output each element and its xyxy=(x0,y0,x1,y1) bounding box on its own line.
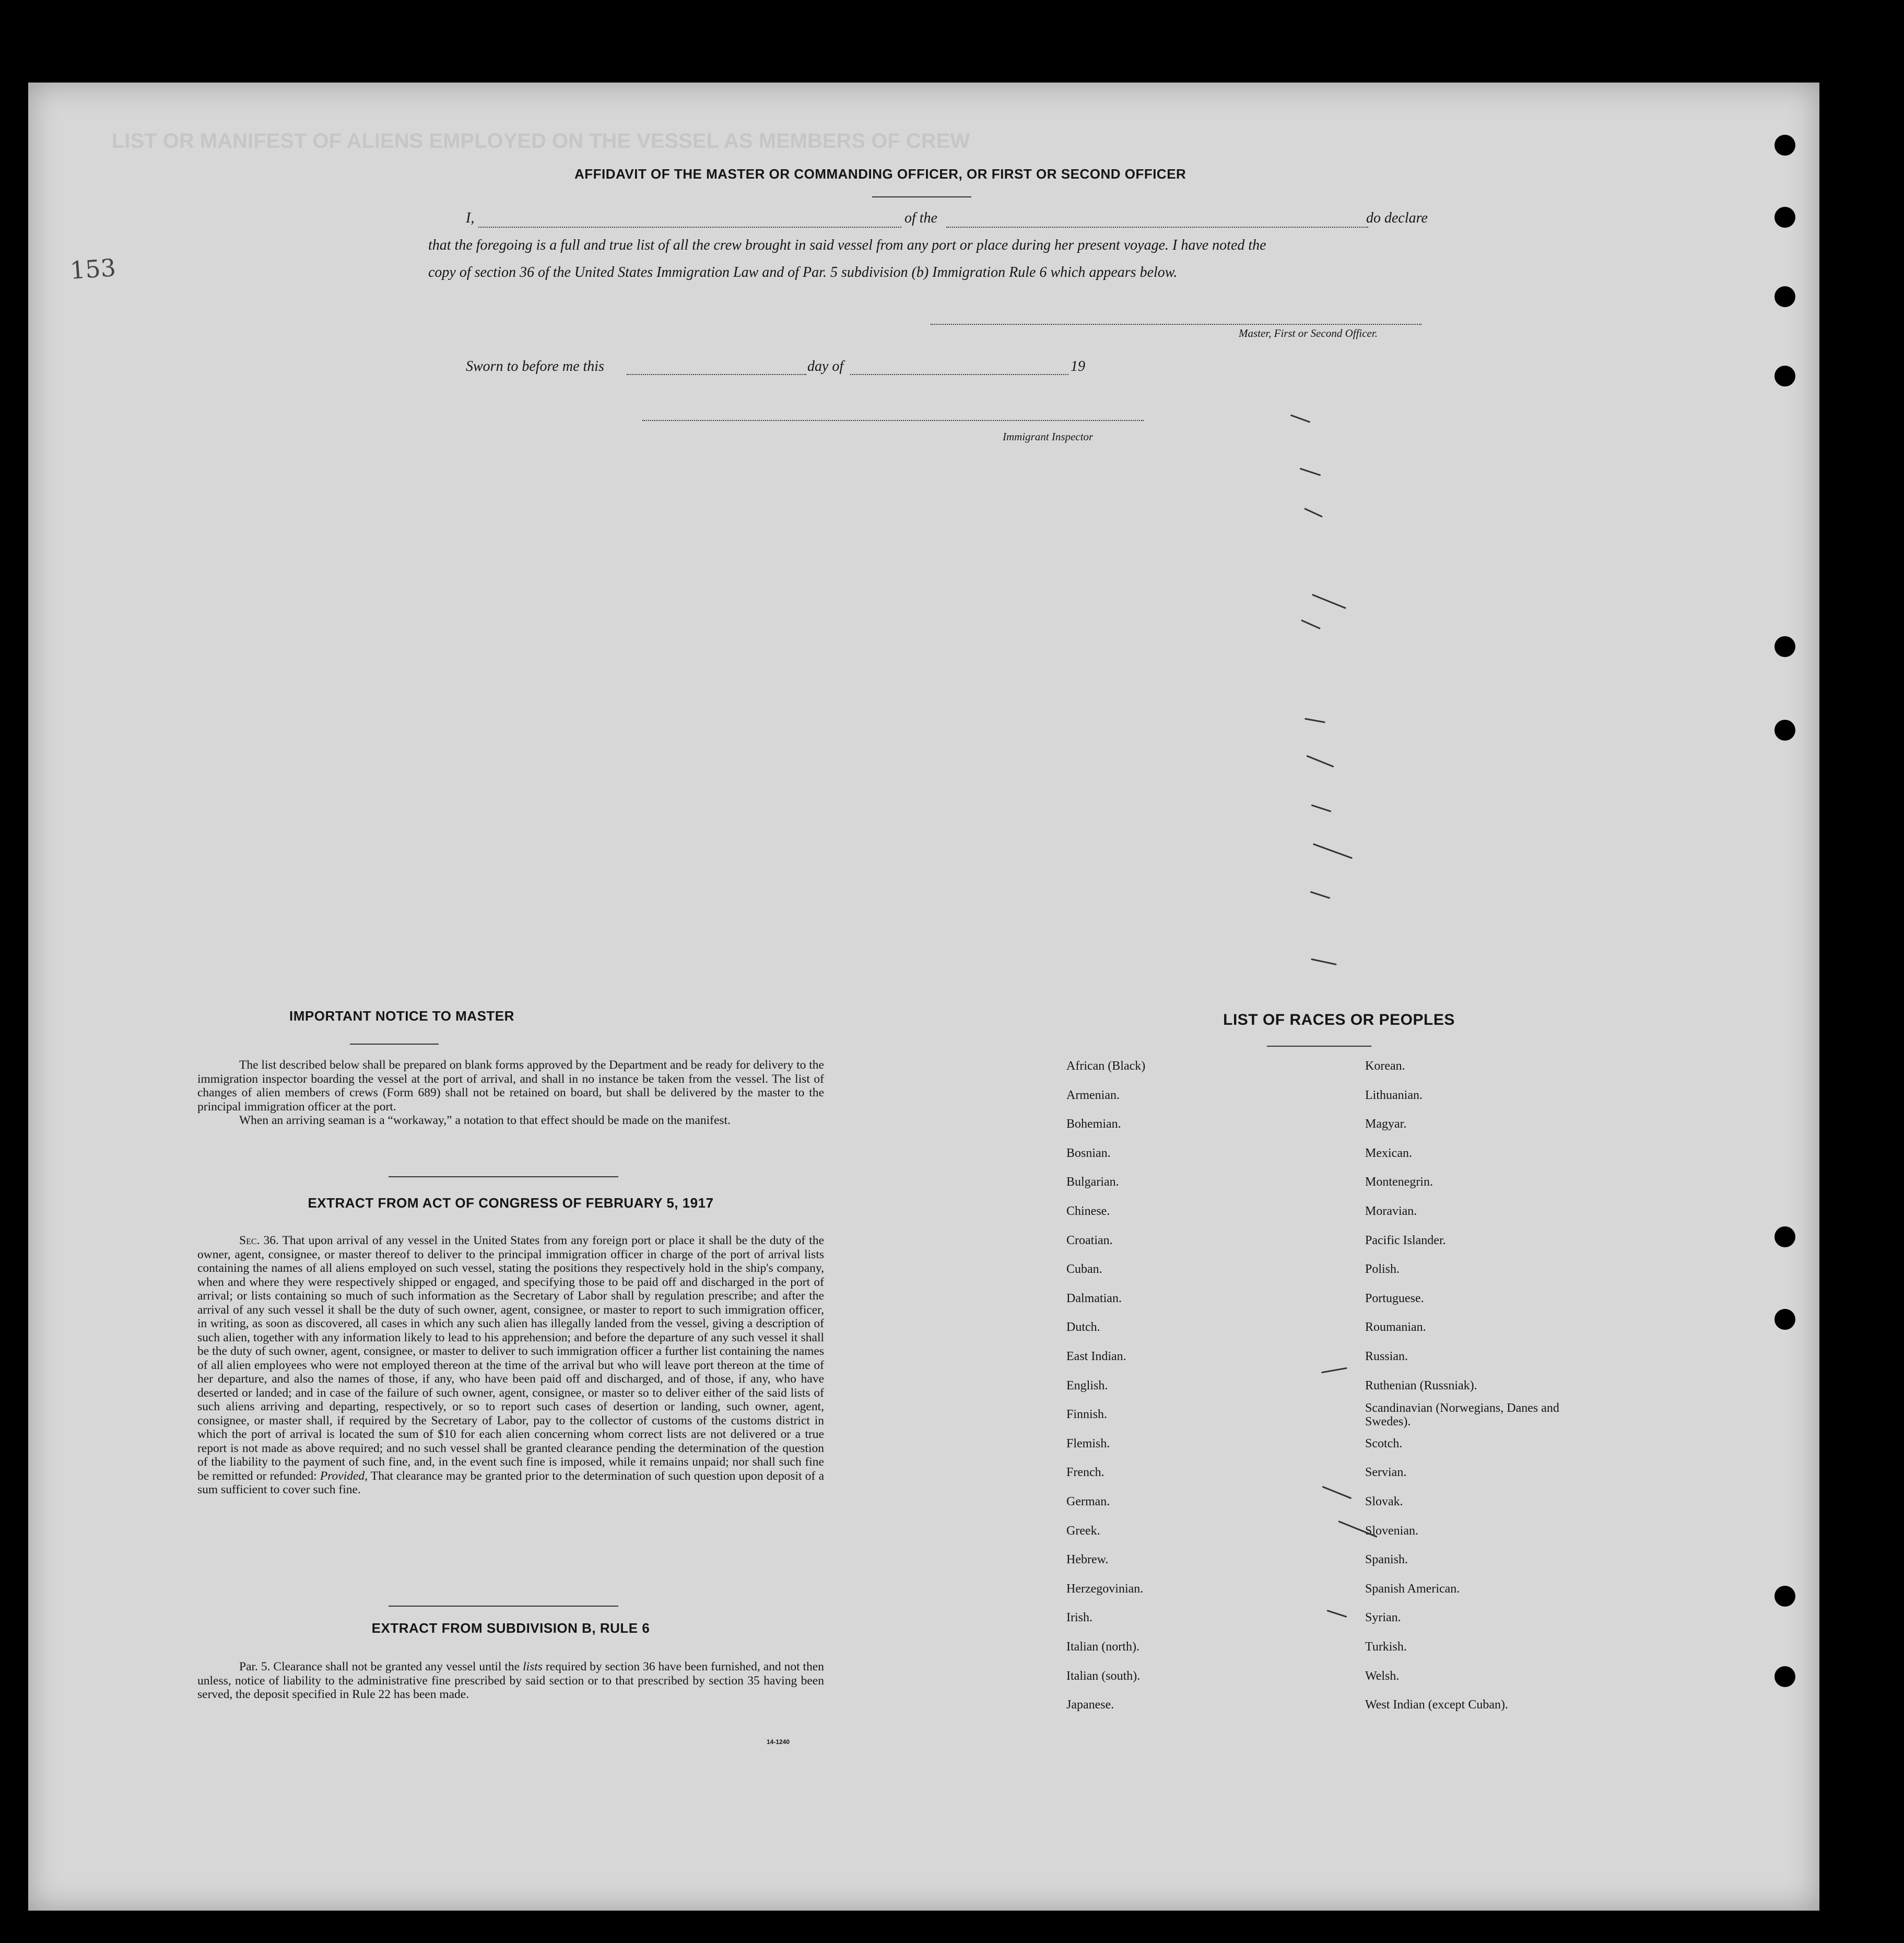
punch-hole xyxy=(1774,636,1795,657)
pencil-mark xyxy=(1304,508,1323,518)
race-item: Herzegovinian. xyxy=(1066,1582,1144,1596)
race-item: Magyar. xyxy=(1365,1117,1407,1131)
punch-hole xyxy=(1774,366,1795,387)
affidavit-line-1: that the foregoing is a full and true list of all the crew brought in said vessel from any port or place during her present voyage. I have noted the xyxy=(428,237,1266,253)
race-item: Flemish. xyxy=(1066,1436,1110,1450)
pencil-mark xyxy=(1321,1367,1347,1374)
punch-hole xyxy=(1774,1586,1795,1607)
bleed-through-text: LIST OR MANIFEST OF ALIENS EMPLOYED ON THE VESSEL AS MEMBERS OF CREW xyxy=(112,130,970,153)
signature-caption: Master, First or Second Officer. xyxy=(1239,327,1378,340)
race-item: Moravian. xyxy=(1365,1204,1417,1218)
race-item: Slovak. xyxy=(1365,1495,1403,1508)
provided-label: Provided, xyxy=(320,1469,368,1483)
punch-hole xyxy=(1774,720,1795,741)
race-item: Slovenian. xyxy=(1365,1524,1418,1538)
sworn-label: Sworn to before me this xyxy=(466,358,604,374)
races-divider xyxy=(1267,1046,1371,1047)
race-item: Greek. xyxy=(1066,1524,1100,1538)
race-item: Russian. xyxy=(1365,1350,1408,1363)
pencil-mark xyxy=(1310,891,1331,899)
race-item: Italian (north). xyxy=(1066,1640,1139,1654)
race-item: Irish. xyxy=(1066,1611,1092,1625)
punch-hole xyxy=(1774,286,1795,307)
race-item: Korean. xyxy=(1365,1059,1405,1073)
affidavit-line-2: copy of section 36 of the United States Immigration Law and of Par. 5 subdivision (b) Immigration Rule 6 which appears below. xyxy=(428,264,1178,280)
punch-hole xyxy=(1774,1666,1795,1687)
race-item: Scotch. xyxy=(1365,1436,1403,1450)
rule-extract-body xyxy=(197,1660,824,1702)
pencil-mark xyxy=(1327,1610,1347,1618)
name-field[interactable] xyxy=(478,227,901,228)
race-item: Syrian. xyxy=(1365,1611,1401,1625)
race-item: Cuban. xyxy=(1066,1262,1102,1277)
race-item: Japanese. xyxy=(1066,1698,1114,1712)
race-item: Ruthenian (Russniak). xyxy=(1365,1378,1477,1392)
form-page xyxy=(28,83,1819,1911)
race-item: East Indian. xyxy=(1066,1350,1126,1363)
affidavit-do-declare: do declare xyxy=(1366,210,1428,226)
race-item: Dutch. xyxy=(1066,1320,1100,1335)
form-number: 14-1240 xyxy=(767,1738,790,1746)
race-item: Armenian. xyxy=(1066,1088,1120,1102)
pencil-mark xyxy=(1290,414,1311,423)
day-of-label: day of xyxy=(807,358,844,374)
margin-handwriting: 153 xyxy=(69,253,117,285)
race-item: Croatian. xyxy=(1066,1233,1113,1247)
race-item: Mexican. xyxy=(1365,1146,1412,1160)
act-extract-title: EXTRACT FROM ACT OF CONGRESS OF FEBRUARY 5, 1917 xyxy=(308,1195,714,1211)
race-item: Chinese. xyxy=(1066,1204,1110,1218)
sworn-day-field[interactable] xyxy=(627,374,806,375)
notice-title: IMPORTANT NOTICE TO MASTER xyxy=(289,1008,514,1024)
rule-extract-text-b: required by section 36 have been furnished, and not then unless, notice of liability to the administrative fine prescribed by said section or to that prescribed by section 35 having been served, the deposit specified in Rule 22 has been made. xyxy=(197,1660,825,1701)
race-item: Scandinavian (Norwegians, Danes and Swedes). xyxy=(1365,1401,1559,1429)
pencil-mark xyxy=(1300,468,1321,476)
sworn-month-field[interactable] xyxy=(850,374,1068,375)
affidavit-title: AFFIDAVIT OF THE MASTER OR COMMANDING OFFICER, OR FIRST OR SECOND OFFICER xyxy=(574,166,1186,182)
race-item: Bosnian. xyxy=(1066,1146,1111,1160)
section-divider-2 xyxy=(389,1606,618,1607)
inspector-signature-field[interactable] xyxy=(642,420,1144,421)
race-item: Bulgarian. xyxy=(1066,1175,1119,1189)
race-item: African (Black) xyxy=(1066,1059,1146,1073)
race-item: Spanish. xyxy=(1365,1553,1408,1567)
race-item: Lithuanian. xyxy=(1365,1088,1423,1102)
race-item: Portuguese. xyxy=(1365,1291,1424,1305)
act-extract-text-end: That clearance may be granted prior to the determination of such question upon deposit of a sum sufficient to cover such fine. xyxy=(197,1469,825,1496)
notice-paragraph-1: The list described below shall be prepared on blank forms approved by the Department and be ready for delivery to the immigration inspector boarding the vessel at the port of arrival, and shall in no instance be taken from the vessel. The list of changes of alien members of crews (Form 689) shall not be retained on board, but shall be delivered by the master to the principal immigration officer at the port. xyxy=(197,1058,824,1114)
race-item: Spanish American. xyxy=(1365,1582,1460,1596)
pencil-mark xyxy=(1311,958,1337,965)
race-item: Welsh. xyxy=(1365,1669,1400,1683)
act-extract-body xyxy=(197,1234,824,1497)
race-item: Pacific Islander. xyxy=(1365,1233,1446,1247)
act-extract-text: That upon arrival of any vessel in the United States from any foreign port or place it shall be the duty of the owner, agent, consignee, or master thereof to deliver to the principal immigration officer in charge of the port of arrival lists containing the names of all aliens employed on such vessel, stating the positions they respectively hold in the ship's company, when and where they were respectively shipped or engaged, and specifying those to be paid off and discharged in the port of arrival; or lists containing so much of such information as the Secretary of Labor shall by regulation prescribe; and after the arrival of any such vessel it shall be the duty of such owner, agent, consignee, or master to report to such immigration officer, in writing, as soon as discovered, all cases in which any such alien has illegally landed from the vessel, giving a description of such alien, together with any information likely to lead to his apprehension; and before the departure of any such vessel it shall be the duty of such owner, agent, consignee, or master to deliver to such immigration officer a further list containing the names of all alien employees who were not employed thereon at the time of the arrival but who will leave port thereon at the time of her departure, and also the names of those, if any, who have been paid off and discharged, and of those, if any, who have deserted or landed; and in case of the failure of such owner, agent, consignee, or master so to deliver either of the said lists of such aliens arriving and departing, respectively, or so to report such cases of desertion or landing, such owner, agent, consignee, or master shall, if required by the Secretary of Labor, pay to the collector of customs of the customs district in which the port of arrival is located the sum of $10 for each alien concerning whom correct lists are not delivered or a true report is not made as above required; and no such vessel shall be granted clearance pending the determination of the question of the liability to the payment of such fine, and, in the event such fine is imposed, while it remains unpaid; nor shall such fine be remitted or refunded: xyxy=(197,1234,825,1483)
pencil-mark xyxy=(1312,594,1346,609)
rule-extract-title: EXTRACT FROM SUBDIVISION B, RULE 6 xyxy=(371,1620,650,1636)
pencil-mark xyxy=(1313,843,1353,859)
race-item: Bohemian. xyxy=(1066,1117,1121,1131)
pencil-mark xyxy=(1311,804,1332,812)
race-item: West Indian (except Cuban). xyxy=(1365,1698,1508,1712)
race-item: Polish. xyxy=(1365,1262,1400,1277)
race-item: Servian. xyxy=(1365,1466,1407,1480)
rule-extract-text-a: Par. 5. Clearance shall not be granted any vessel until the xyxy=(239,1660,520,1673)
notice-body xyxy=(197,1058,824,1128)
notice-divider xyxy=(350,1044,439,1045)
year-prefix: 19 xyxy=(1071,358,1085,374)
section-label: Sec. 36. xyxy=(239,1234,279,1247)
pencil-mark xyxy=(1301,619,1321,629)
affidavit-of-the-label: of the xyxy=(904,210,937,226)
races-title: LIST OF RACES OR PEOPLES xyxy=(1223,1011,1455,1028)
race-item: Roumanian. xyxy=(1365,1320,1426,1335)
race-item: English. xyxy=(1066,1378,1108,1392)
lists-word: lists xyxy=(523,1660,543,1673)
race-item: Dalmatian. xyxy=(1066,1291,1122,1305)
punch-hole xyxy=(1774,207,1795,228)
title-divider xyxy=(872,196,971,197)
race-item: Italian (south). xyxy=(1066,1669,1141,1683)
affidavit-i-label: I, xyxy=(466,210,475,226)
pencil-mark xyxy=(1304,718,1325,723)
race-item: German. xyxy=(1066,1495,1110,1508)
pencil-mark xyxy=(1306,755,1334,768)
punch-hole xyxy=(1774,1226,1795,1247)
race-item: Montenegrin. xyxy=(1365,1175,1433,1189)
race-item: French. xyxy=(1066,1466,1104,1480)
race-item: Hebrew. xyxy=(1066,1553,1109,1567)
punch-hole xyxy=(1774,135,1795,156)
notice-paragraph-2: When an arriving seaman is a “workaway,” a notation to that effect should be made on the manifest. xyxy=(239,1114,731,1127)
race-item: Finnish. xyxy=(1066,1408,1108,1422)
race-item: Turkish. xyxy=(1365,1640,1407,1654)
punch-hole xyxy=(1774,1309,1795,1330)
section-divider xyxy=(389,1176,618,1177)
inspector-caption: Immigrant Inspector xyxy=(1003,430,1094,443)
pencil-mark xyxy=(1322,1486,1352,1499)
vessel-field[interactable] xyxy=(946,227,1368,228)
signature-field[interactable] xyxy=(931,324,1421,325)
